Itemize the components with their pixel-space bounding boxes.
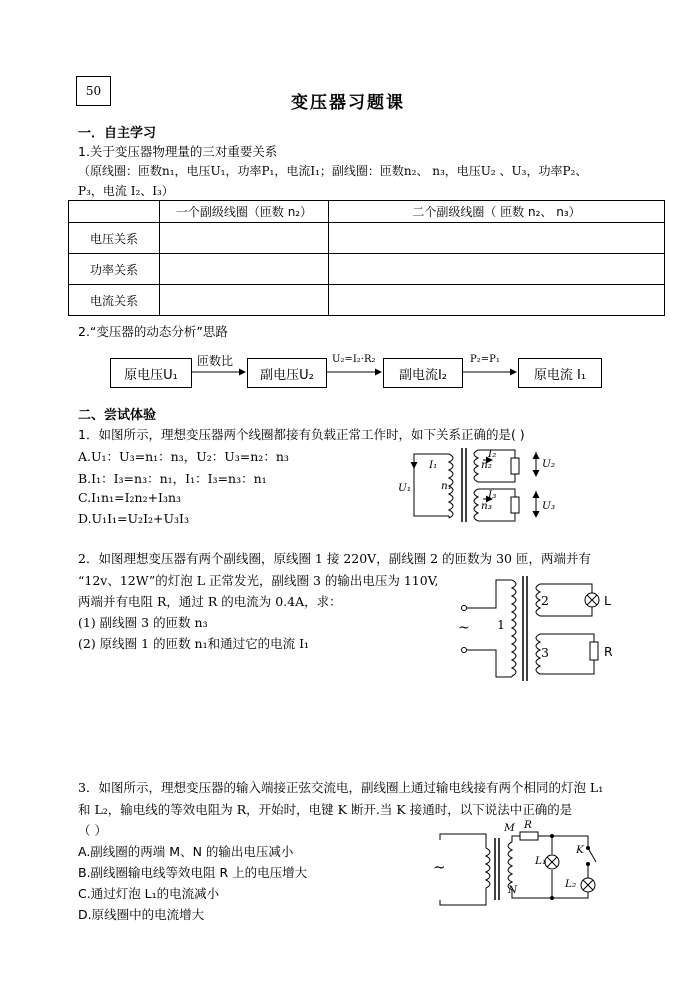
q2-sub1: (1) 副线圈 3 的匝数 n₃ — [78, 615, 208, 630]
section2-heading: 二、尝试体验 — [78, 408, 157, 423]
q3-primary-wire-bottom — [440, 892, 486, 905]
q3-resistor — [520, 832, 538, 840]
q3-switch-k — [588, 848, 596, 862]
page-number: 50 — [85, 84, 102, 98]
flow-box-secondary-current: 副电流I₂ — [383, 358, 463, 388]
q2-label-coil2: 2 — [541, 593, 549, 608]
q3-primary-coil — [486, 848, 490, 888]
q1-option-d: D.U₁I₁=U₂I₂+U₃I₃ — [78, 511, 189, 526]
q1-label-i3: I₃ — [488, 489, 497, 501]
q3-line-bottom — [512, 890, 588, 898]
q1-option-a: A.U₁：U₃=n₁：n₃，U₂：U₃=n₂：n₃ — [78, 449, 289, 464]
q2-line3: 两端并有电阻 R，通过 R 的电流为 0.4A，求： — [78, 594, 342, 609]
q1-label-i1: I₁ — [429, 459, 438, 471]
q1-option-c: C.I₁n₁=I₂n₂+I₃n₃ — [78, 490, 182, 505]
q1-stem: 1．如图所示，理想变压器两个线圈都接有负载正常工作时，如下关系正确的是( ) — [78, 427, 525, 442]
q2-label-resistor: R — [604, 644, 613, 659]
q2-sub2: (2) 原线圈 1 的匝数 n₁和通过它的电流 I₁ — [78, 636, 310, 651]
q3-secondary-wire-top — [512, 836, 520, 842]
q1-label-n1: n₁ — [441, 480, 452, 492]
q1-label-u3: U₃ — [542, 500, 556, 512]
q3-label-m: M — [504, 822, 515, 834]
q1-label-n3: n₃ — [481, 500, 492, 512]
vars-line2: P₃，电流 I₂、I₃） — [78, 184, 174, 198]
vars-line1: （原线圈：匝数n₁，电压U₁，功率P₁，电流I₁；副线圈：匝数n₂、 n₃，电压U₂ 、U₃，功率P₂、 — [78, 164, 588, 178]
q2-ac-source-icon: ~ — [458, 620, 470, 636]
section1-item1: 1.关于变压器物理量的三对重要关系 — [78, 144, 278, 159]
q3-label-n: N — [508, 884, 518, 896]
q3-label-k: K — [576, 844, 584, 856]
q3-label-l2: L₂ — [565, 878, 577, 890]
q2-line2: “12v、12W”的灯泡 L 正常发光，副线圈 3 的输出电压为 110V, — [78, 573, 439, 588]
q2-line1: 2．如图理想变压器有两个副线圈，原线圈 1 接 220V，副线圈 2 的匝数为 30 匝，两端并有 — [78, 551, 591, 566]
section1-heading: 一．自主学习 — [78, 126, 157, 141]
q3-line1: 3．如图所示，理想变压器的输入端接正弦交流电，副线圈上通过输电线接有两个相同的灯泡 L₁ — [78, 780, 604, 795]
q1-label-i2: I₂ — [488, 448, 497, 460]
q3-primary-wire-top — [440, 834, 486, 848]
q3-label-l1: L₁ — [535, 855, 547, 867]
flow-label-ohm: U₂=I₂·R₂ — [332, 354, 376, 365]
row-label-current: 电流关系 — [69, 285, 160, 316]
flow-box-primary-current: 原电流 I₁ — [518, 358, 602, 388]
table-col-header-1: 一个副级线圈（匝数 n₂） — [160, 201, 329, 223]
row-label-power: 功率关系 — [69, 254, 160, 285]
flow-label-turns-ratio: 匝数比 — [197, 354, 234, 368]
q3-line2: 和 L₂，输电线的等效电阻为 R，开始时，电键 K 断开.当 K 接通时，以下说法中正确的是 — [78, 802, 573, 817]
q3-secondary-coil — [508, 842, 512, 890]
q2-label-coil1: 1 — [497, 617, 505, 632]
q1-option-b: B.I₁：I₃=n₃：n₁，I₁：I₃=n₃：n₁ — [78, 471, 267, 486]
q1-label-n2: n₂ — [481, 459, 492, 471]
q3-option-a: A.副线圈的两端 M、N 的输出电压减小 — [78, 844, 294, 859]
q3-label-r: R — [524, 819, 532, 831]
q2-label-coil3: 3 — [541, 645, 549, 660]
flow-label-power: P₂=P₁ — [470, 354, 500, 365]
flow-box-secondary-voltage: 副电压U₂ — [247, 358, 327, 388]
q3-ac-source-icon: ~ — [433, 858, 446, 876]
section1-item2: 2.“变压器的动态分析”思路 — [78, 324, 228, 339]
q3-option-d: D.原线圈中的电流增大 — [78, 907, 205, 922]
q1-label-u2: U₂ — [542, 458, 556, 470]
page-title: 变压器习题课 — [291, 93, 405, 113]
q3-line3: （ ） — [78, 823, 107, 838]
table-col-header-2: 二个副级线圈（ 匝数 n₂、 n₃） — [329, 201, 665, 223]
q1-label-u1: U₁ — [398, 482, 412, 494]
q3-option-b: B.副线圈输电线等效电阻 R 上的电压增大 — [78, 865, 308, 880]
flow-box-primary-voltage: 原电压U₁ — [110, 358, 192, 388]
q2-label-lamp: L — [604, 593, 611, 608]
row-label-voltage: 电压关系 — [69, 223, 160, 254]
q3-option-c: C.通过灯泡 L₁的电流减小 — [78, 886, 220, 901]
